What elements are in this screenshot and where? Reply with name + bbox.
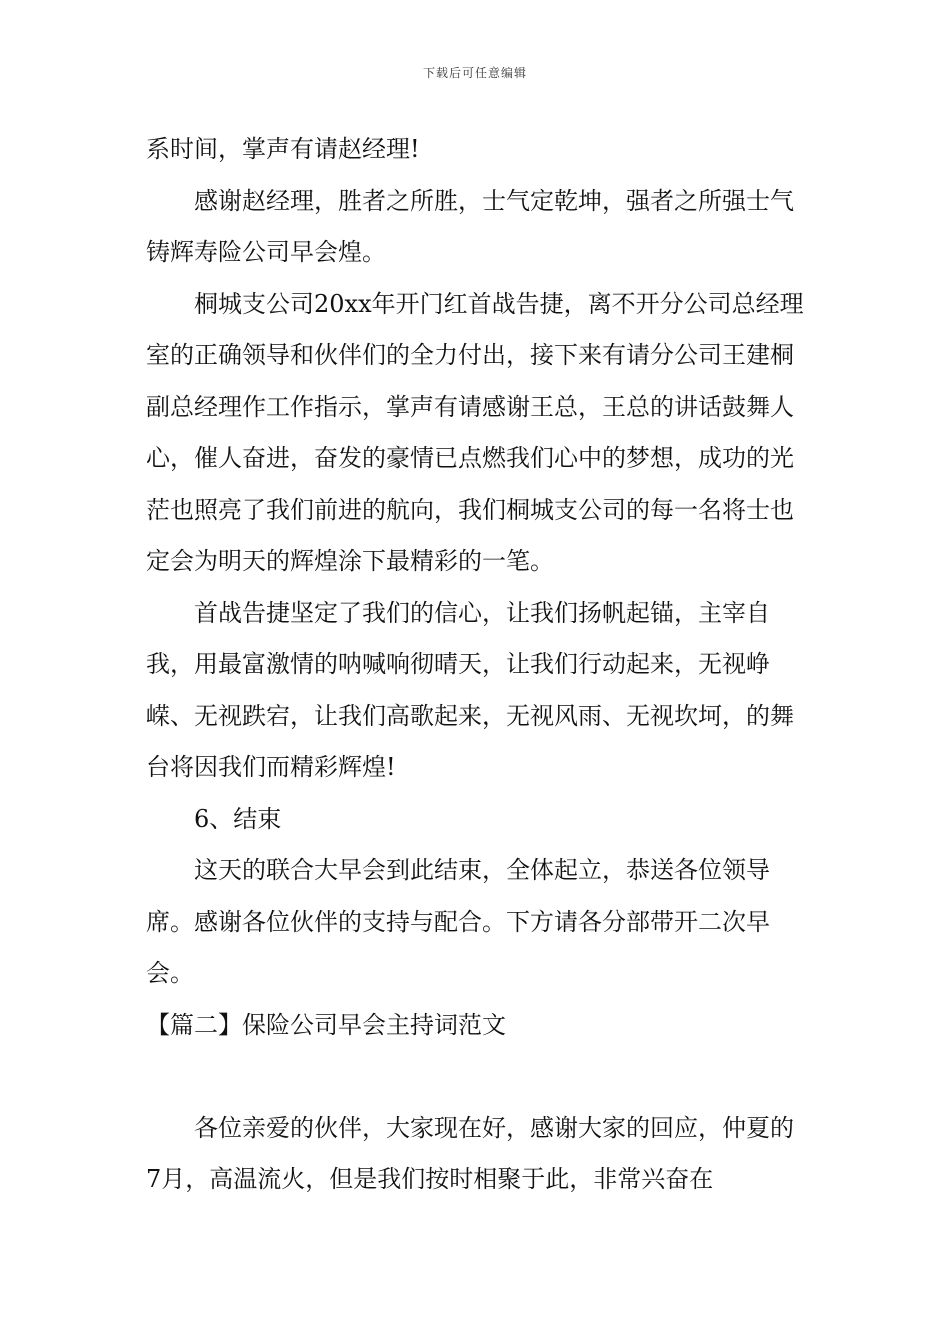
paragraph: 桐城支公司20xx年开门红首战告捷，离不开分公司总经理室的正确领导和伙伴们的全力付出，接下来有请分公司王建桐副总经理作工作指示，掌声有请感谢王总，王总的讲话鼓舞人心，催人奋进，奋发的豪情已点燃我们心中的梦想，成功的光茫也照亮了我们前进的航向，我们桐城支公司的每一名将士也定会为明天的辉煌涂下最精彩的一笔。 xyxy=(146,289,804,575)
section-heading: 6、结束 xyxy=(194,804,282,833)
page-header: 下载后可任意编辑 xyxy=(422,66,527,80)
paragraph-continuation: 系时间，掌声有请赵经理! xyxy=(146,135,420,163)
article-title: 【篇二】保险公司早会主持词范文 xyxy=(146,1010,506,1039)
paragraph: 各位亲爱的伙伴，大家现在好，感谢大家的回应，仲夏的7月，高温流火，但是我们按时相聚于此，非常兴奋在 xyxy=(146,1113,794,1193)
paragraph: 感谢赵经理，胜者之所胜，士气定乾坤，强者之所强士气铸辉寿险公司早会煌。 xyxy=(146,186,794,266)
document-body xyxy=(146,124,808,1206)
paragraph: 这天的联合大早会到此结束，全体起立，恭送各位领导席。感谢各位伙伴的支持与配合。下方请各分部带开二次早会。 xyxy=(146,856,770,987)
blank-line xyxy=(146,1051,808,1103)
paragraph: 首战告捷坚定了我们的信心，让我们扬帆起锚，主宰自我，用最富激情的呐喊响彻晴天，让我们行动起来，无视峥嵘、无视跌宕，让我们高歌起来，无视风雨、无视坎坷，的舞台将因我们而精彩辉煌! xyxy=(146,598,794,781)
